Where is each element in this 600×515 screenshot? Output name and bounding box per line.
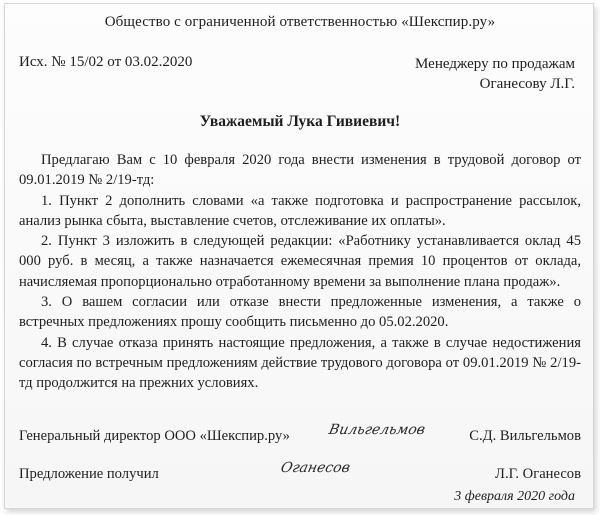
receiver-name: Л.Г. Оганесов [495, 466, 581, 482]
letter-body [19, 150, 581, 394]
director-name: С.Д. Вильгельмов [469, 428, 581, 444]
receipt-date: 3 февраля 2020 года [454, 489, 575, 504]
paragraph-item-3: 3. О вашем согласии или отказе внести предложенные изменения, а также о встречных предложениях прошу сообщить письменно до 05.02.2020. [19, 294, 581, 331]
paragraph-intro: Предлагаю Вам с 10 февраля 2020 года внести изменения в трудовой договор от 09.01.2019 № 2/19-тд: [19, 152, 581, 189]
paragraph-item-4: 4. В случае отказа принять настоящие предложения, а также в случае недостижения согласия по встречным предложениям действие трудового договора от 09.01.2019 № 2/19-тд продолжится на прежних условиях. [19, 334, 581, 392]
paragraph-item-1: 1. Пункт 2 дополнить словами «а также подготовка и распространение рассылок, анализ рынка сбыта, выставление счетов, отслеживание их оплаты». [19, 192, 581, 229]
addressee-position: Менеджеру по продажам [415, 56, 575, 72]
outgoing-reference: Исх. № 15/02 от 03.02.2020 [19, 54, 193, 70]
organization-header: Общество с ограниченной ответственностью «Шекспир.ру» [104, 14, 496, 30]
director-title: Генеральный директор ООО «Шекспир.ру» [19, 428, 290, 444]
director-handwritten-signature: Вильгельмов [327, 422, 427, 438]
document-page [4, 3, 594, 509]
addressee-name: Оганесову Л.Г. [479, 76, 575, 92]
addressee-block [415, 54, 575, 94]
paragraph-item-2: 2. Пункт 3 изложить в следующей редакции: «Работнику устанавливается оклад 45 000 руб. в месяц, а также назначается ежемесячная премия 10 процентов от оклада, начисляемая пропорционально отработанному времени за выполнение плана продаж». [19, 233, 581, 290]
salutation: Уважаемый Лука Гивиевич! [199, 113, 401, 130]
receipt-label: Предложение получил [19, 466, 159, 482]
receiver-handwritten-signature: Оганесов [279, 460, 352, 476]
